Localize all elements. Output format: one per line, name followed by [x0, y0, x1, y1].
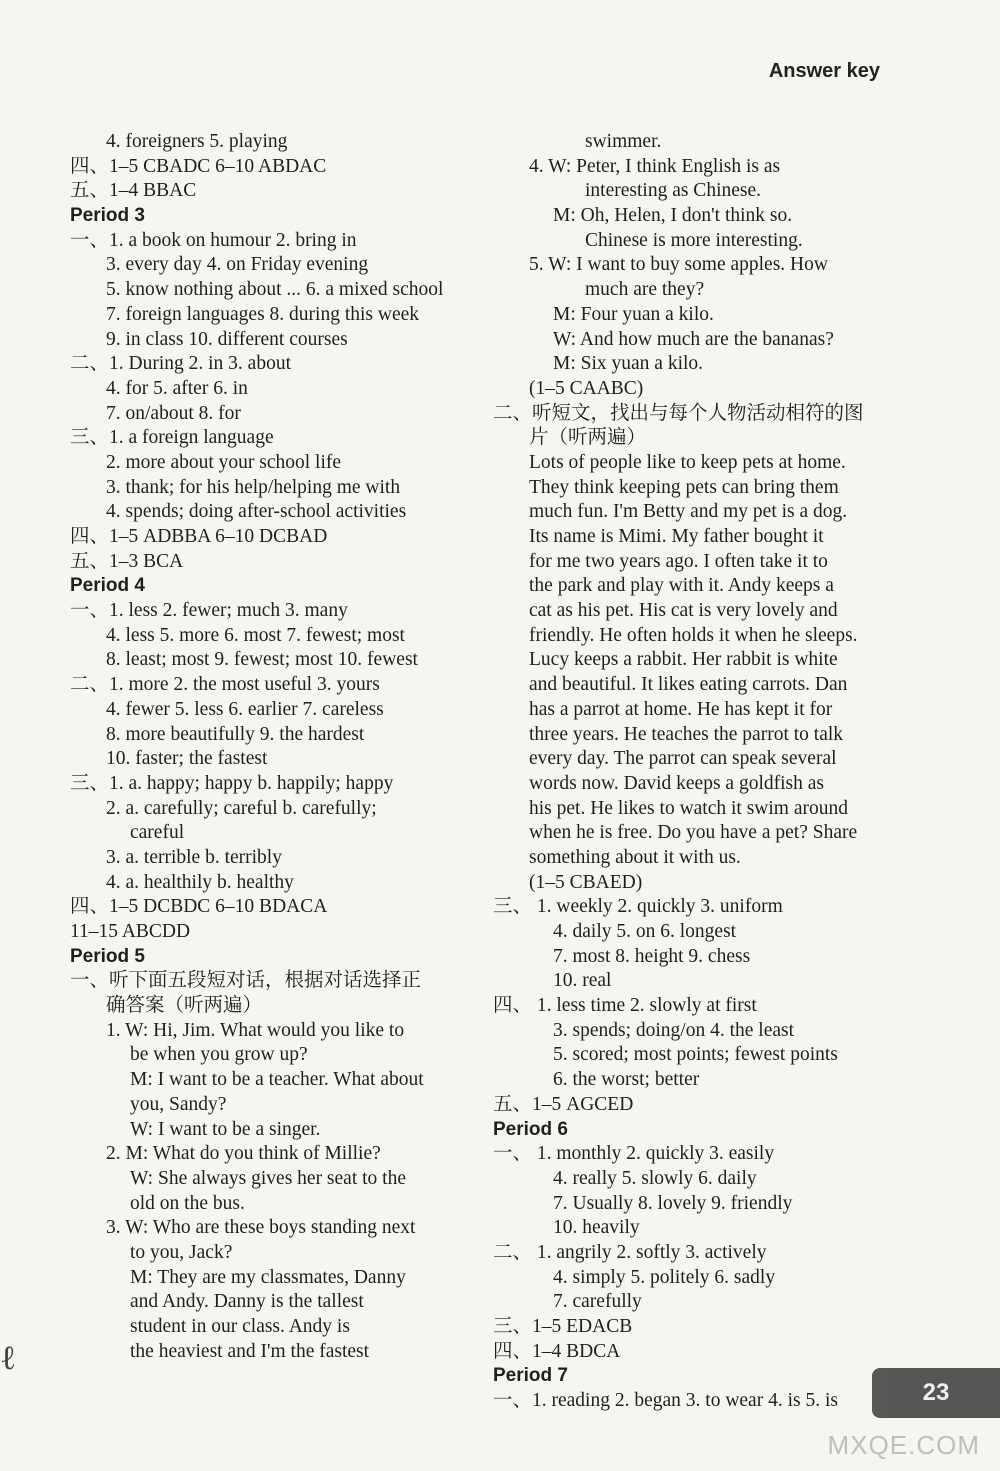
answer-line: 4. daily 5. on 6. longest — [553, 921, 737, 942]
answer-line: swimmer. — [585, 131, 662, 152]
answer-line: 3. spends; doing/on 4. the least — [553, 1019, 795, 1041]
answer-line: 1. W: Hi, Jim. What would you like to — [106, 1019, 405, 1041]
left-column — [70, 130, 470, 1364]
answer-line: 7. foreign languages 8. during this week — [106, 303, 420, 325]
answer-line: 7. Usually 8. lovely 9. friendly — [553, 1192, 793, 1214]
answer-line: 10. real — [553, 970, 612, 992]
answer-line: 3. W: Who are these boys standing next — [106, 1217, 416, 1239]
answer-line: 一、1. reading 2. began 3. to wear 4. is 5. is — [493, 1390, 838, 1412]
answer-line: W: She always gives her seat to the — [130, 1167, 406, 1189]
answer-line: Lucy keeps a rabbit. Her rabbit is white — [529, 649, 838, 671]
answer-line: 7. most 8. height 9. chess — [553, 945, 751, 967]
answer-line: They think keeping pets can bring them — [529, 476, 839, 498]
answer-line: 片（听两遍） — [529, 427, 647, 449]
answer-line: 二、听短文，找出与每个人物活动相符的图 — [493, 402, 864, 424]
answer-line: 四、1–5 ADBBA 6–10 DCBAD — [70, 526, 328, 547]
answer-line: M: Four yuan a kilo. — [553, 303, 714, 325]
answer-line: 7. on/about 8. for — [106, 402, 241, 424]
answer-line: careful — [130, 822, 185, 844]
answer-line: 4. a. healthily b. healthy — [106, 871, 294, 893]
watermark-text: MXQE.COM — [827, 1430, 980, 1460]
page-number-badge: 23 — [872, 1368, 1000, 1418]
answer-line: 8. more beautifully 9. the hardest — [106, 723, 365, 745]
answer-line: 4. fewer 5. less 6. earlier 7. careless — [106, 698, 384, 720]
answer-line: 4. W: Peter, I think English is as — [529, 155, 781, 177]
answer-line: words now. David keeps a goldfish as — [529, 772, 824, 794]
answer-line: 3. a. terrible b. terribly — [106, 846, 282, 868]
answer-line: to you, Jack? — [130, 1241, 233, 1263]
answer-line: 5. scored; most points; fewest points — [553, 1044, 838, 1066]
answer-line: friendly. He often holds it when he sleeps. — [529, 624, 858, 646]
answer-line: 四、 1. less time 2. slowly at first — [493, 995, 757, 1017]
answer-line: W: And how much are the bananas? — [553, 328, 834, 350]
answer-line: 4. spends; doing after-school activities — [106, 501, 407, 523]
answer-line: 五、1–4 BBAC — [70, 180, 197, 202]
answer-line: 三、1. a. happy; happy b. happily; happy — [70, 772, 394, 794]
answer-line: cat as his pet. His cat is very lovely and — [529, 600, 838, 622]
answer-line: 9. in class 10. different courses — [106, 328, 348, 350]
answer-line: 确答案（听两遍） — [106, 995, 263, 1017]
answer-line: interesting as Chinese. — [585, 180, 762, 202]
answer-line: 四、1–5 CBADC 6–10 ABDAC — [70, 155, 327, 177]
answer-line: 一、听下面五段短对话，根据对话选择正 — [70, 970, 422, 992]
answer-line: old on the bus. — [130, 1192, 245, 1214]
answer-line: 10. heavily — [553, 1217, 640, 1239]
answer-line: much fun. I'm Betty and my pet is a dog. — [529, 501, 848, 523]
answer-line: 2. M: What do you think of Millie? — [106, 1143, 381, 1165]
answer-line: 4. really 5. slowly 6. daily — [553, 1167, 757, 1189]
answer-line: W: I want to be a singer. — [130, 1118, 321, 1140]
answer-line: when he is free. Do you have a pet? Share — [529, 822, 858, 844]
answer-line: 6. the worst; better — [553, 1069, 700, 1091]
answer-line: 一、 1. monthly 2. quickly 3. easily — [493, 1143, 775, 1165]
answer-line: M: I want to be a teacher. What about — [130, 1069, 424, 1091]
answer-line: 4. foreigners 5. playing — [106, 131, 288, 152]
answer-line: 一、1. a book on humour 2. bring in — [70, 229, 357, 251]
page-header: Answer key — [768, 60, 880, 82]
answer-line: 3. thank; for his help/helping me with — [106, 476, 401, 498]
answer-line: 一、1. less 2. fewer; much 3. many — [70, 600, 348, 622]
section-heading: Period 4 — [70, 575, 145, 597]
answer-line: you, Sandy? — [130, 1093, 227, 1115]
answer-line: much are they? — [585, 279, 705, 301]
section-heading: Period 6 — [493, 1118, 568, 1140]
answer-line: M: They are my classmates, Danny — [130, 1266, 406, 1288]
answer-line: 三、1–5 EDACB — [493, 1316, 633, 1337]
answer-line: 五、1–3 BCA — [70, 550, 184, 572]
answer-line: 5. W: I want to buy some apples. How — [529, 254, 828, 276]
answer-line: 2. a. carefully; careful b. carefully; — [106, 797, 377, 819]
answer-line: 二、1. During 2. in 3. about — [70, 353, 291, 375]
answer-line: and Andy. Danny is the tallest — [130, 1291, 364, 1313]
answer-line: 4. simply 5. politely 6. sadly — [553, 1266, 776, 1288]
answer-line: 5. know nothing about ... 6. a mixed school — [106, 279, 444, 301]
answer-line: Lots of people like to keep pets at home. — [529, 451, 846, 473]
answer-line: 四、1–5 DCBDC 6–10 BDACA — [70, 896, 328, 918]
answer-line: (1–5 CAABC) — [529, 377, 644, 399]
answer-line: every day. The parrot can speak several — [529, 748, 837, 770]
answer-line: three years. He teaches the parrot to talk — [529, 723, 844, 745]
answer-line: 4. for 5. after 6. in — [106, 377, 248, 399]
answer-line: his pet. He likes to watch it swim around — [529, 797, 848, 819]
answer-line: Chinese is more interesting. — [585, 229, 803, 251]
answer-line: the park and play with it. Andy keeps a — [529, 575, 834, 597]
answer-line: M: Six yuan a kilo. — [553, 353, 704, 375]
answer-line: 三、1. a foreign language — [70, 427, 274, 449]
answer-line: 二、 1. angrily 2. softly 3. actively — [493, 1241, 767, 1263]
answer-line: 8. least; most 9. fewest; most 10. fewest — [106, 649, 418, 671]
page-corner-mark: ℓ — [0, 1340, 17, 1377]
answer-line: be when you grow up? — [130, 1044, 308, 1066]
answer-line: 二、1. more 2. the most useful 3. yours — [70, 674, 380, 696]
answer-line: 7. carefully — [553, 1291, 642, 1313]
answer-line: 4. less 5. more 6. most 7. fewest; most — [106, 624, 405, 646]
answer-line: (1–5 CBAED) — [529, 871, 643, 893]
section-heading: Period 3 — [70, 205, 145, 227]
answer-line: has a parrot at home. He has kept it for — [529, 698, 833, 720]
answer-line: 四、1–4 BDCA — [493, 1340, 621, 1362]
section-heading: Period 7 — [493, 1365, 568, 1387]
answer-line: 10. faster; the fastest — [106, 748, 268, 770]
answer-line: the heaviest and I'm the fastest — [130, 1340, 370, 1362]
answer-line: for me two years ago. I often take it to — [529, 550, 828, 572]
answer-line: 11–15 ABCDD — [70, 921, 191, 942]
answer-line: something about it with us. — [529, 846, 741, 868]
section-heading: Period 5 — [70, 945, 145, 967]
answer-line: 2. more about your school life — [106, 451, 342, 473]
answer-line: student in our class. Andy is — [130, 1316, 350, 1337]
answer-line: Its name is Mimi. My father bought it — [529, 526, 824, 547]
answer-line: and beautiful. It likes eating carrots. Dan — [529, 674, 848, 696]
right-column — [493, 130, 903, 1414]
answer-line: 五、1–5 AGCED — [493, 1093, 634, 1115]
answer-line: M: Oh, Helen, I don't think so. — [553, 205, 793, 227]
answer-line: 3. every day 4. on Friday evening — [106, 254, 369, 276]
answer-line: 三、 1. weekly 2. quickly 3. uniform — [493, 896, 783, 918]
